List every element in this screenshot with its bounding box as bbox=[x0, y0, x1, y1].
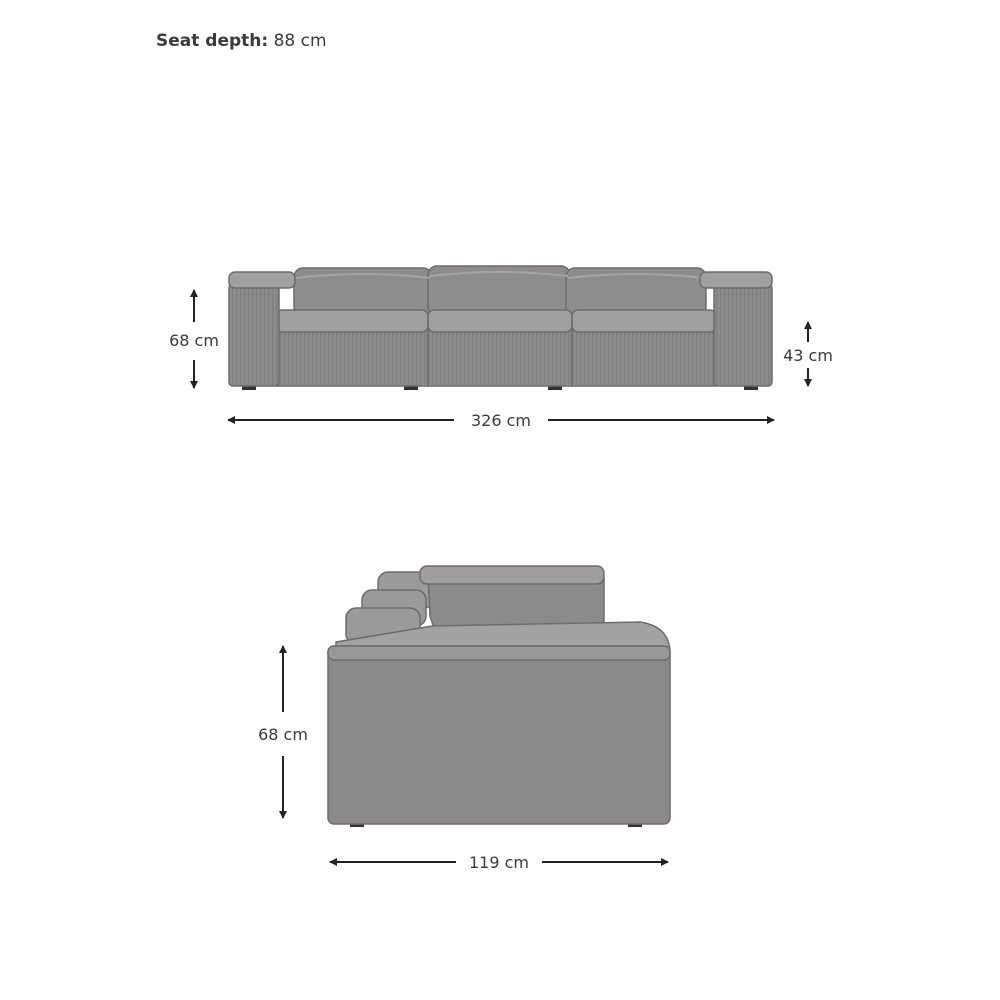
seat-height-label: 43 cm bbox=[783, 346, 833, 365]
seat-module-left bbox=[276, 328, 428, 386]
armrest-left bbox=[229, 284, 279, 386]
seat-module-right bbox=[572, 328, 716, 386]
front-height-label: 68 cm bbox=[169, 331, 219, 350]
seat-cushion-right bbox=[572, 310, 716, 332]
width-label: 326 cm bbox=[470, 411, 532, 430]
sofa-side-view bbox=[328, 566, 670, 827]
seat-depth-label: Seat depth: bbox=[156, 31, 269, 51]
depth-label: 119 cm bbox=[468, 853, 530, 872]
armrest-side-face bbox=[328, 646, 670, 824]
armrest-right bbox=[714, 284, 772, 386]
seat-cushion-left bbox=[276, 310, 428, 332]
sofa-front-view bbox=[229, 266, 772, 390]
seat-module-middle bbox=[428, 328, 572, 386]
seat-depth-value: 88 cm bbox=[273, 31, 327, 51]
seat-cushion-middle bbox=[428, 310, 572, 332]
side-height-label: 68 cm bbox=[258, 725, 308, 744]
